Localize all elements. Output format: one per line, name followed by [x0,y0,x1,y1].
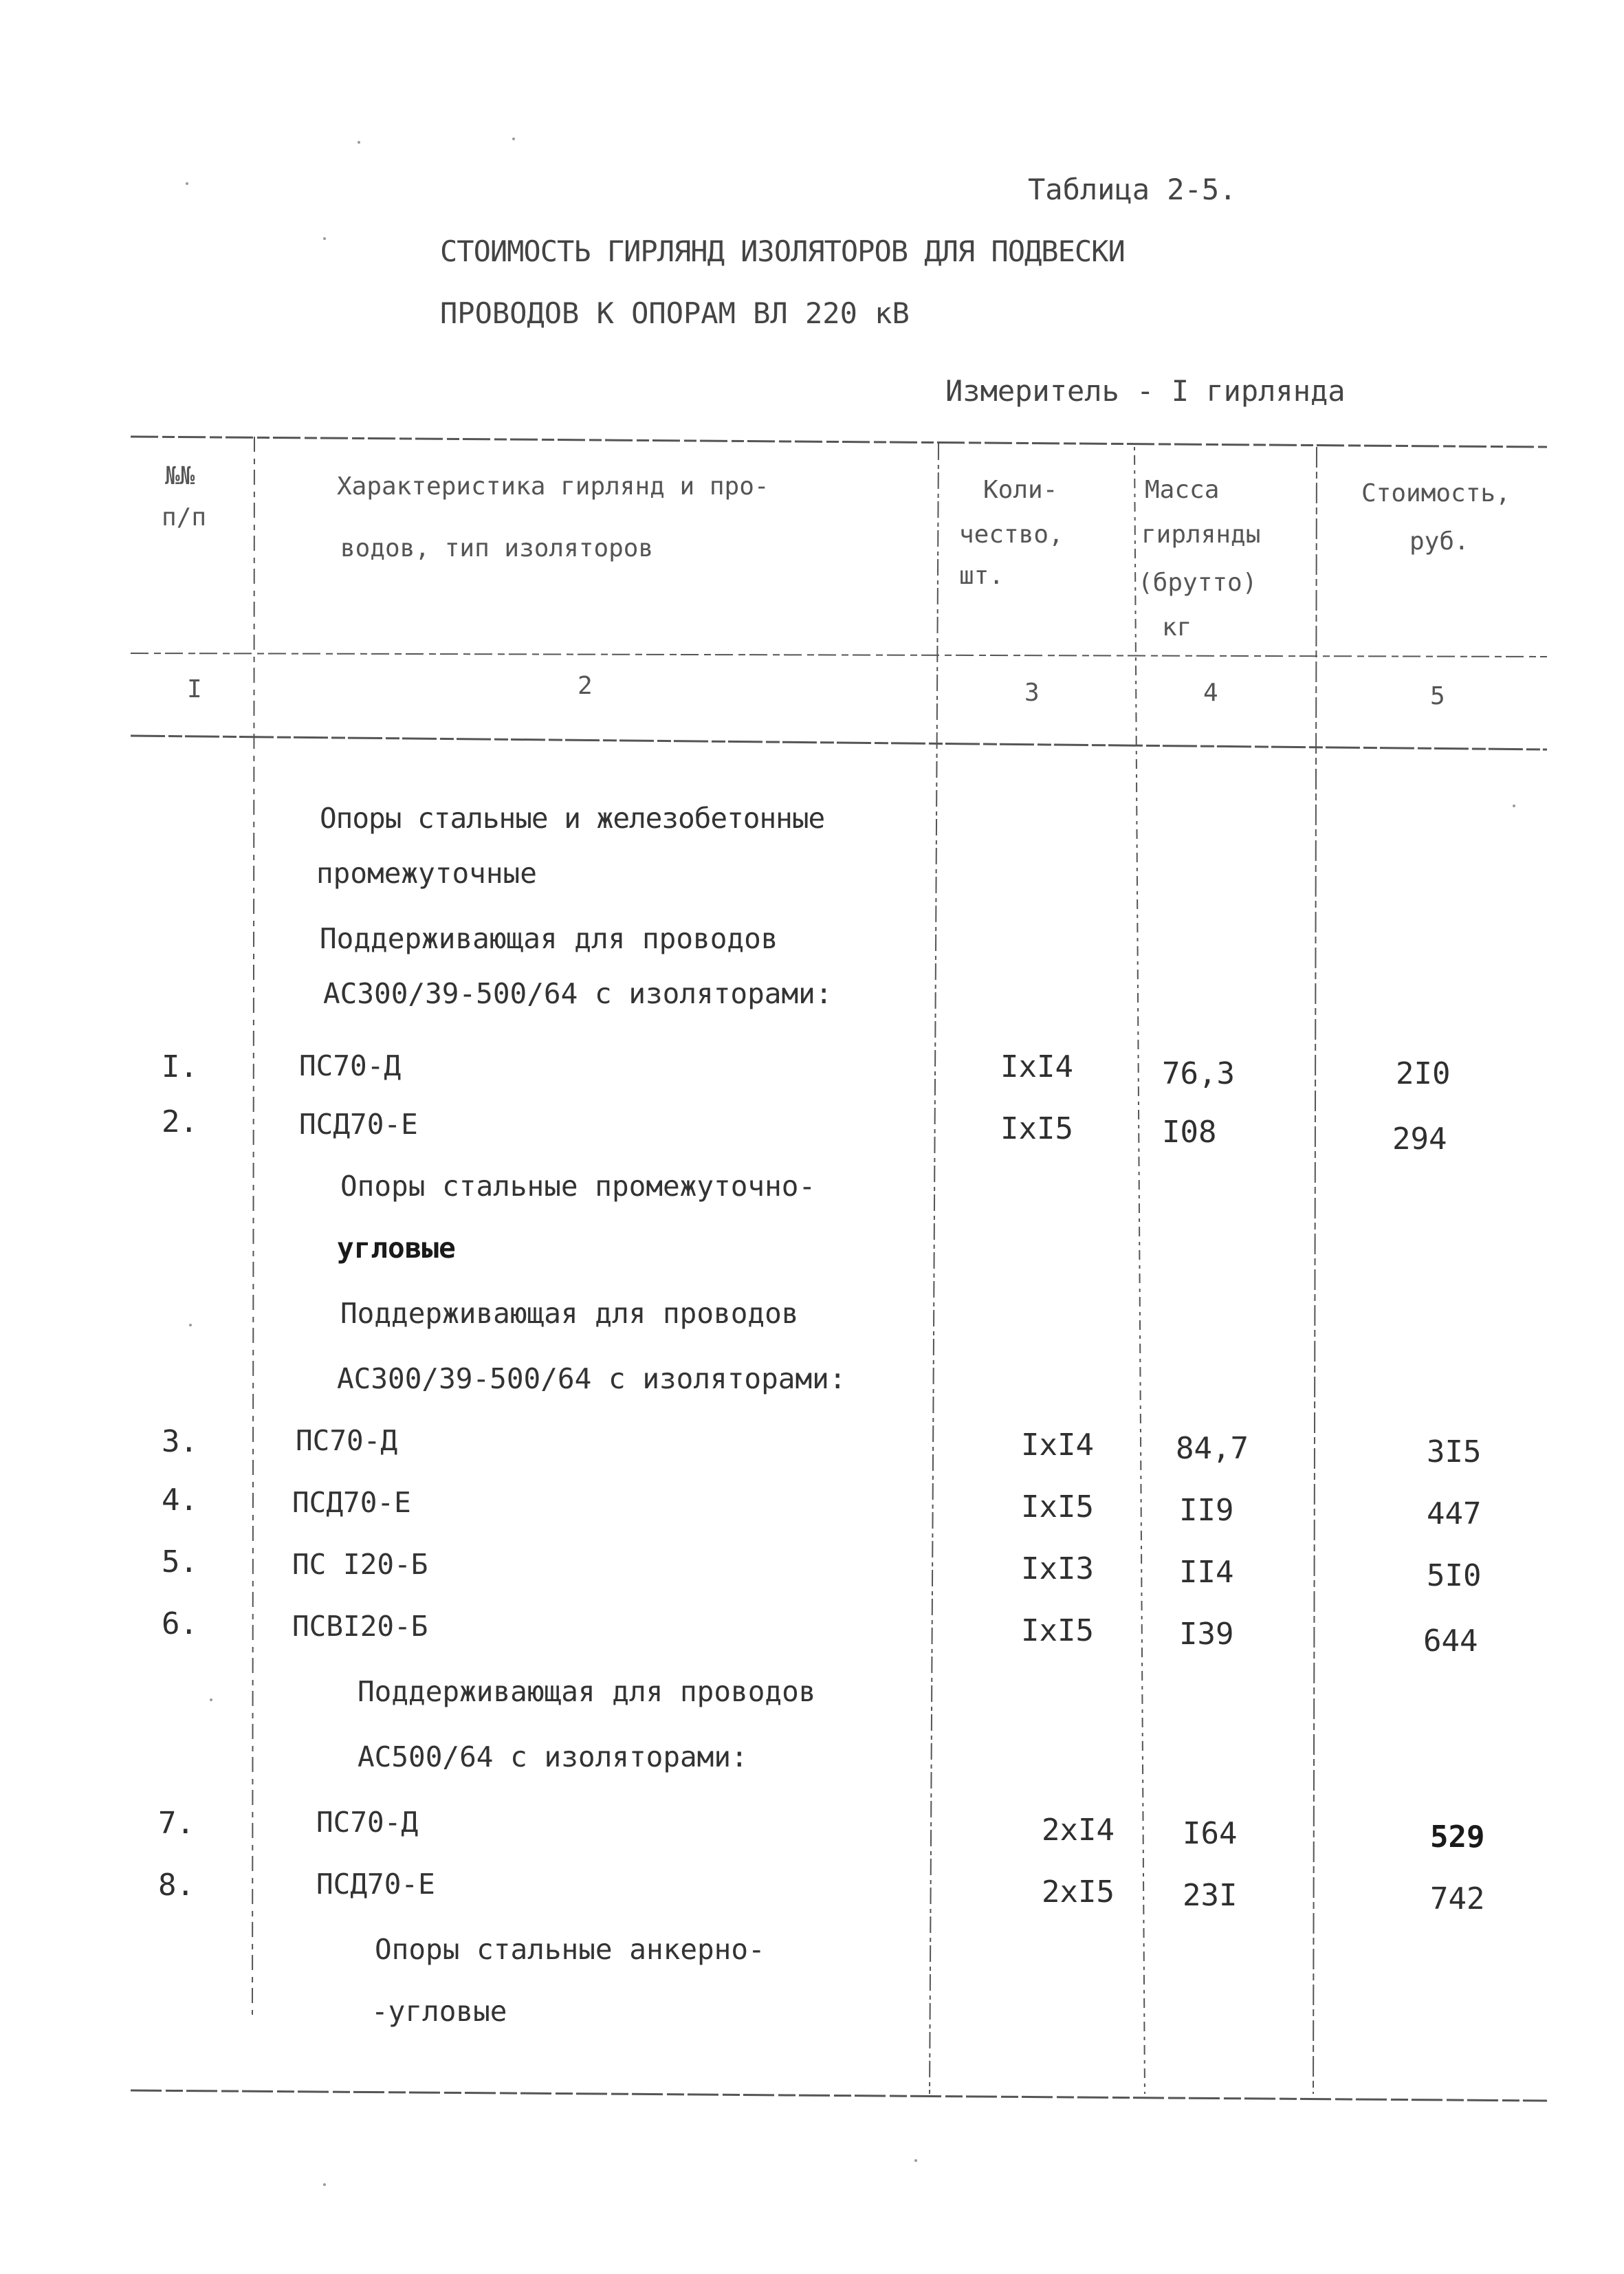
row-text: Опоры стальные промежуточно- [340,1170,816,1203]
row-text: Опоры стальные анкерно- [375,1933,765,1966]
row-insulator-type: ПС70-Д [299,1049,402,1082]
row-cost: 644 [1423,1623,1478,1659]
row-mass: II4 [1179,1555,1234,1590]
col-header-mass-line2: гирлянды [1141,521,1261,549]
row-number: 4. [162,1483,198,1518]
col-header-number-line2: п/п [162,503,207,532]
row-mass: 76,3 [1162,1056,1235,1091]
row-mass: I08 [1162,1115,1217,1150]
row-mass: I64 [1183,1816,1238,1851]
row-insulator-type: ПС I20-Б [292,1548,428,1581]
row-number: 2. [162,1104,198,1139]
col-header-cost-line1: Стоимость, [1361,479,1511,507]
scan-speck [914,2159,917,2162]
scan-speck [323,237,326,240]
row-text: промежуточные [316,857,537,890]
col-header-cost-line2: руб. [1409,527,1469,556]
scan-speck [189,1324,192,1326]
column-number-5: 5 [1430,682,1445,710]
row-cost: 2I0 [1396,1056,1451,1091]
scan-speck [512,138,515,140]
row-qty: 2xI5 [1042,1874,1115,1910]
row-mass: 84,7 [1176,1431,1249,1466]
column-number-3: 3 [1024,679,1040,707]
row-text: АС500/64 с изоляторами: [358,1740,748,1773]
column-number-1: I [187,675,202,703]
row-text: АС300/39-500/64 с изоляторами: [337,1362,846,1395]
row-insulator-type: ПСД70-Е [316,1868,435,1901]
row-number: 3. [162,1424,198,1459]
row-cost: 3I5 [1427,1434,1482,1469]
row-insulator-type: ПСВI20-Б [292,1610,428,1643]
table-label: Таблица 2-5. [1028,173,1237,206]
scan-speck [186,182,188,185]
row-text: Поддерживающая для проводов [340,1297,799,1330]
col-header-qty-line2: чество, [959,521,1064,549]
row-number: 8. [158,1868,195,1903]
row-qty: IxI4 [1021,1428,1094,1463]
row-mass: 23I [1183,1878,1238,1913]
col-header-mass-line4: кг [1162,613,1192,642]
row-cost: 529 [1430,1819,1485,1855]
row-insulator-type: ПС70-Д [316,1806,419,1839]
row-text: Опоры стальные и железобетонные [320,802,825,835]
scan-speck [323,2183,326,2186]
row-text: угловые [337,1232,456,1265]
col-header-description-line2: водов, тип изоляторов [340,534,654,562]
row-insulator-type: ПСД70-Е [292,1486,411,1519]
row-text: Поддерживающая для проводов [320,922,778,955]
row-number: 5. [162,1544,198,1579]
row-cost: 447 [1427,1496,1482,1531]
row-qty: IxI5 [1000,1111,1073,1146]
table-title-line2: ПРОВОДОВ К ОПОРАМ ВЛ 220 кВ [440,296,910,330]
row-insulator-type: ПС70-Д [296,1424,398,1457]
row-number: 7. [158,1806,195,1841]
row-cost: 742 [1430,1881,1485,1916]
col-header-description-line1: Характеристика гирлянд и про- [337,472,769,501]
row-number: 6. [162,1606,198,1641]
row-mass: II9 [1179,1493,1234,1528]
row-qty: IxI5 [1021,1613,1094,1648]
row-text: -угловые [371,1995,507,2028]
col-header-qty-line1: Коли- [983,476,1058,504]
row-insulator-type: ПСД70-Е [299,1108,418,1141]
row-number: I. [162,1049,198,1084]
row-mass: I39 [1179,1617,1234,1652]
row-text: Поддерживающая для проводов [358,1675,816,1708]
row-qty: IxI5 [1021,1489,1094,1524]
col-header-mass-line1: Масса [1145,476,1220,504]
col-header-qty-line3: шт. [959,562,1005,590]
row-text: АС300/39-500/64 с изоляторами: [323,977,833,1010]
scan-speck [358,141,360,144]
unit-line: Измеритель - I гирлянда [945,374,1346,408]
row-cost: 5I0 [1427,1558,1482,1593]
row-qty: IxI4 [1000,1049,1073,1084]
column-number-2: 2 [578,672,593,700]
row-cost: 294 [1392,1122,1447,1157]
row-qty: 2xI4 [1042,1813,1115,1848]
col-header-number-line1: №№ [165,462,195,490]
row-qty: IxI3 [1021,1551,1094,1586]
col-header-mass-line3: (брутто) [1138,569,1258,597]
scan-speck [1513,805,1515,807]
table-title-line1: СТОИМОСТЬ ГИРЛЯНД ИЗОЛЯТОРОВ ДЛЯ ПОДВЕСКИ [440,234,1125,268]
scan-speck [210,1698,212,1701]
column-number-4: 4 [1203,679,1218,707]
